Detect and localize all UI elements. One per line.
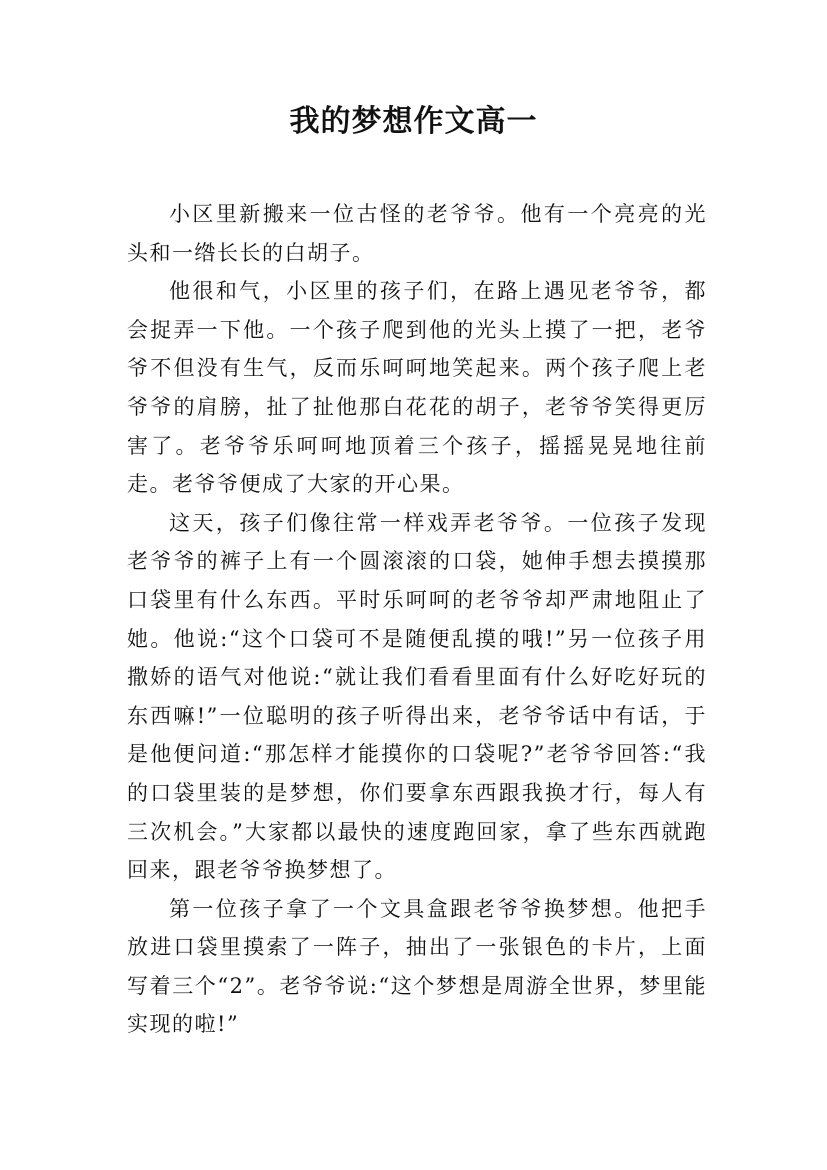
document-title: 我的梦想作文高一 (289, 104, 538, 139)
document-body (127, 195, 707, 1044)
paragraph: 他很和气，小区里的孩子们，在路上遇见老爷爷，都会捉弄一下他。一个孩子爬到他的光头上摸了一把，老爷爷不但没有生气，反而乐呵呵地笑起来。两个孩子爬上老爷爷的肩膀，扯了扯他那白花花的胡子，老爷爷笑得更厉害了。老爷爷乐呵呵地顶着三个孩子，摇摇晃晃地往前走。老爷爷便成了大家的开心果。 (127, 279, 707, 497)
paragraph: 小区里新搬来一位古怪的老爷爷。他有一个亮亮的光头和一绺长长的白胡子。 (127, 202, 707, 265)
paragraph: 第一位孩子拿了一个文具盒跟老爷爷换梦想。他把手放进口袋里摸索了一阵子，抽出了一张银色的卡片，上面写着三个“2”。老爷爷说:“这个梦想是周游全世界，梦里能实现的啦!” (127, 896, 707, 1037)
paragraph: 这天，孩子们像往常一样戏弄老爷爷。一位孩子发现老爷爷的裤子上有一个圆滚滚的口袋，她伸手想去摸摸那口袋里有什么东西。平时乐呵呵的老爷爷却严肃地阻止了她。他说:“这个口袋可不是随便乱摸的哦!”另一位孩子用撒娇的语气对他说:“就让我们看看里面有什么好吃好玩的东西嘛!”一位聪明的孩子听得出来，老爷爷话中有话，于是他便问道:“那怎样才能摸你的口袋呢?”老爷爷回答:“我的口袋里装的是梦想，你们要拿东西跟我换才行，每人有三次机会。”大家都以最快的速度跑回家，拿了些东西就跑回来，跟老爷爷换梦想了。 (127, 510, 707, 883)
